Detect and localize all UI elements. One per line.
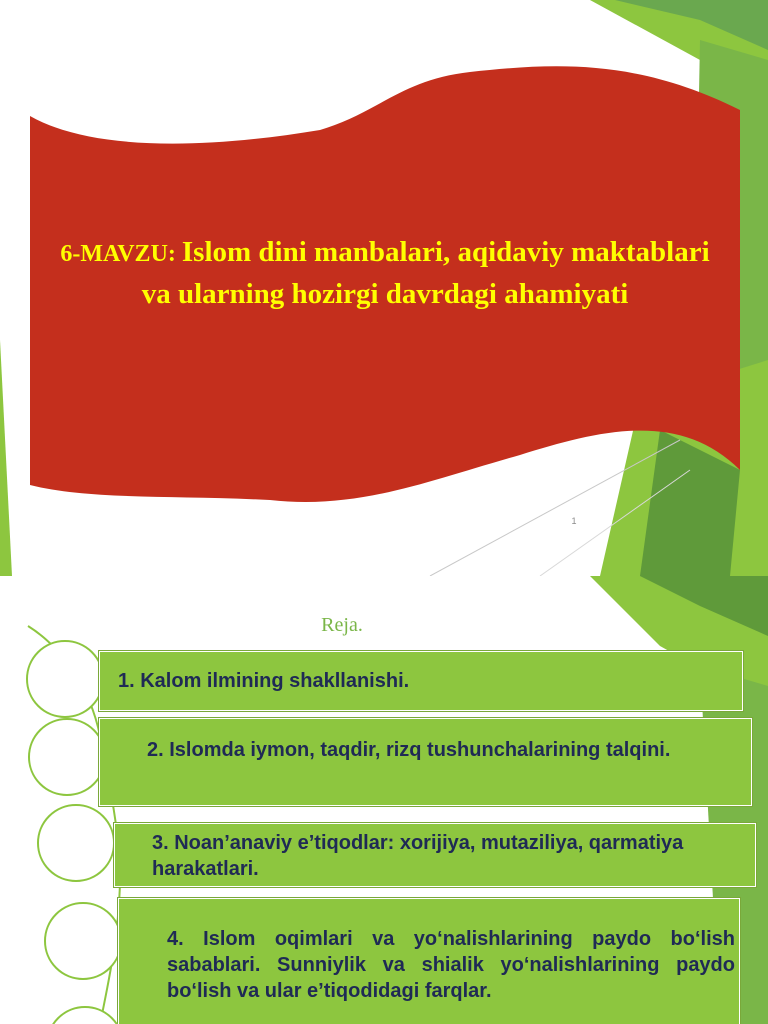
item-circle	[44, 902, 122, 980]
agenda-item	[114, 823, 756, 887]
slide-number: 1	[571, 516, 577, 526]
agenda-item-label: 4. Islom oqimlari va yo‘nalishlarining paydo bo‘lish sabablari. Sunniylik va shialik yo‘nalishlarining paydo bo‘lish va ular e’tiqodidagi farqlar.	[167, 928, 735, 1002]
agenda-item	[99, 718, 752, 806]
agenda-item-label: 3. Noan’anaviy e’tiqodlar: xorijiya, mutaziliya, qarmatiya harakatlari.	[152, 832, 684, 880]
item-circle	[26, 640, 104, 718]
agenda-heading: Reja.	[321, 614, 363, 636]
agenda-item-label: 2. Islomda iymon, taqdir, rizq tushunchalarining talqini.	[147, 739, 671, 761]
agenda-item-label: 1. Kalom ilmining shakllanishi.	[118, 670, 410, 692]
title-text: Islom dini manbalari, aqidaviy maktablari va ularning hozirgi davrdagi ahamiyati	[141, 236, 710, 310]
title-prefix: 6-MAVZU:	[60, 241, 182, 267]
slide-title	[60, 232, 710, 314]
agenda-item	[99, 651, 743, 711]
item-circle	[37, 804, 115, 882]
item-circle	[28, 718, 106, 796]
agenda-slide	[0, 576, 768, 1024]
green-facet-shape	[0, 340, 12, 576]
agenda-item	[118, 898, 740, 1024]
